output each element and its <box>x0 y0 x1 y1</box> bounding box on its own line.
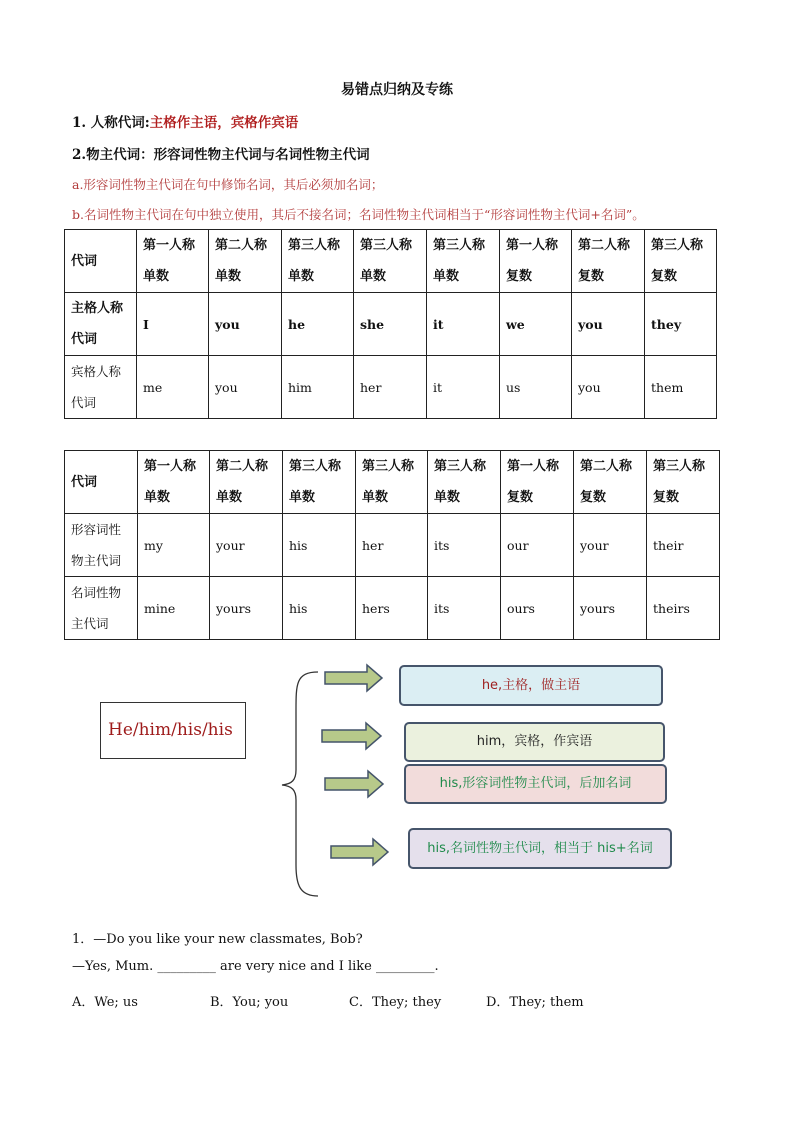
table-cell: you <box>209 356 282 419</box>
pronoun-forms-box: He/him/his/his <box>100 702 246 759</box>
option-c[interactable]: C．They; they <box>349 995 442 1010</box>
row-label: 宾格人称代词 <box>65 356 137 419</box>
brace-and-arrows <box>270 660 400 910</box>
header-cell: 第三人称单数 <box>356 451 428 514</box>
option-d[interactable]: D．They; them <box>486 995 584 1010</box>
section-2-note-a: a.形容词性物主代词在句中修饰名词，其后必须加名词； <box>72 177 384 192</box>
table-row <box>65 577 720 640</box>
object-case-box: him，宾格，作宾语 <box>404 722 665 762</box>
table-cell: she <box>354 293 427 356</box>
header-cell: 第一人称复数 <box>500 230 572 293</box>
question-reply: —Yes, Mum. _________ are very nice and I like _________. <box>72 959 439 974</box>
arrow-icon <box>325 771 383 797</box>
header-cell: 第三人称单数 <box>283 451 356 514</box>
noun-possessive-box: his,名词性物主代词，相当于 his+名词 <box>408 828 672 869</box>
section-1-prefix: 1. 人称代词: <box>72 115 150 131</box>
table-cell: you <box>572 356 645 419</box>
row-label: 形容词性物主代词 <box>65 514 138 577</box>
personal-pronoun-table <box>64 229 717 419</box>
table-row <box>65 293 717 356</box>
table-cell: you <box>209 293 282 356</box>
table-cell: him <box>282 356 354 419</box>
header-cell: 第三人称单数 <box>354 230 427 293</box>
header-cell: 第一人称单数 <box>137 230 209 293</box>
table-cell: my <box>138 514 210 577</box>
table-cell: you <box>572 293 645 356</box>
header-cell: 第二人称复数 <box>572 230 645 293</box>
arrow-icon <box>325 665 382 691</box>
table-cell: his <box>283 577 356 640</box>
curly-brace <box>282 672 318 896</box>
header-cell: 代词 <box>65 451 138 514</box>
page-title: 易错点归纳及专练 <box>341 82 453 98</box>
header-cell: 第二人称复数 <box>574 451 647 514</box>
header-cell: 第三人称单数 <box>428 451 501 514</box>
table-cell: your <box>210 514 283 577</box>
table-cell: I <box>137 293 209 356</box>
table-header-row <box>65 230 717 293</box>
section-2-heading: 2.物主代词：形容词性物主代词与名词性物主代词 <box>72 147 370 163</box>
row-label: 名词性物主代词 <box>65 577 138 640</box>
table-cell: his <box>283 514 356 577</box>
option-b[interactable]: B．You; you <box>210 995 289 1010</box>
table-cell: its <box>428 577 501 640</box>
table-cell: them <box>645 356 717 419</box>
section-1-highlight: 主格作主语，宾格作宾语 <box>149 115 299 131</box>
table-cell: theirs <box>647 577 720 640</box>
arrow-icon <box>322 723 381 749</box>
header-cell: 第三人称复数 <box>645 230 717 293</box>
table-cell: your <box>574 514 647 577</box>
table-cell: our <box>501 514 574 577</box>
possessive-pronoun-table <box>64 450 720 640</box>
table-cell: yours <box>574 577 647 640</box>
table-cell: ours <box>501 577 574 640</box>
section-2-note-b: b.名词性物主代词在句中独立使用，其后不接名词；名词性物主代词相当于“形容词性物主代词+名词”。 <box>72 207 645 222</box>
header-cell: 第二人称单数 <box>210 451 283 514</box>
adjective-possessive-box: his,形容词性物主代词，后加名词 <box>404 764 667 804</box>
table-cell: he <box>282 293 354 356</box>
table-cell: hers <box>356 577 428 640</box>
header-cell: 第三人称单数 <box>427 230 500 293</box>
table-cell: me <box>137 356 209 419</box>
table-cell: her <box>354 356 427 419</box>
table-cell: we <box>500 293 572 356</box>
table-cell: yours <box>210 577 283 640</box>
table-cell: it <box>427 293 500 356</box>
question-stem: 1．—Do you like your new classmates, Bob? <box>72 932 363 947</box>
table-cell: us <box>500 356 572 419</box>
table-cell: her <box>356 514 428 577</box>
table-header-row <box>65 451 720 514</box>
arrow-icon <box>331 839 388 865</box>
table-cell: they <box>645 293 717 356</box>
table-cell: it <box>427 356 500 419</box>
option-a[interactable]: A．We; us <box>72 995 138 1010</box>
header-cell: 代词 <box>65 230 137 293</box>
table-row <box>65 514 720 577</box>
header-cell: 第二人称单数 <box>209 230 282 293</box>
header-cell: 第三人称单数 <box>282 230 354 293</box>
header-cell: 第三人称复数 <box>647 451 720 514</box>
table-cell: mine <box>138 577 210 640</box>
table-row <box>65 356 717 419</box>
table-cell: their <box>647 514 720 577</box>
row-label: 主格人称代词 <box>65 293 137 356</box>
section-1 <box>72 111 298 131</box>
table-cell: its <box>428 514 501 577</box>
header-cell: 第一人称复数 <box>501 451 574 514</box>
header-cell: 第一人称单数 <box>138 451 210 514</box>
subject-case-box: he,主格，做主语 <box>399 665 663 706</box>
